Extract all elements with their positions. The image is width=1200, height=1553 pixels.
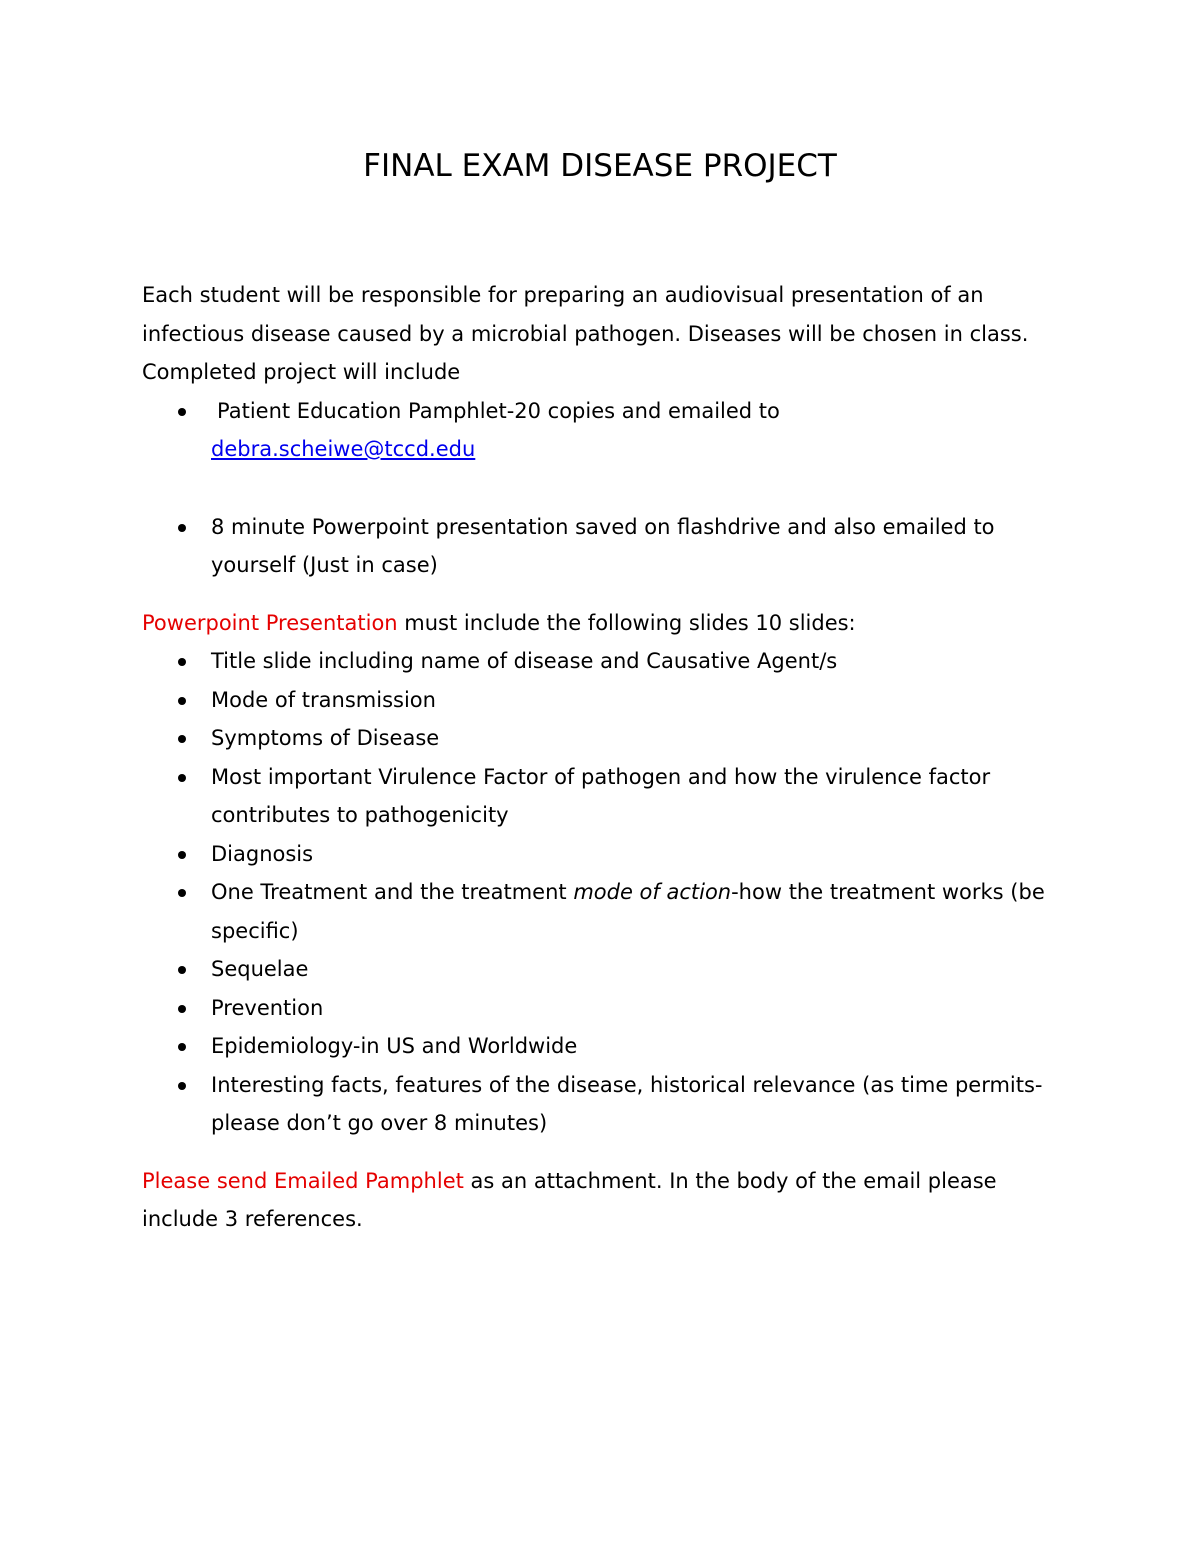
document-title: FINAL EXAM DISEASE PROJECT (363, 148, 837, 184)
list-item (142, 642, 1072, 681)
powerpoint-requirements-paragraph (142, 604, 1072, 643)
closing-highlight: Please send Emailed Pamphlet (142, 1168, 464, 1193)
document-body (142, 276, 1072, 1239)
bullet-icon (178, 966, 186, 974)
bullet-icon (178, 658, 186, 666)
list-item (142, 1027, 1072, 1066)
list-item (142, 989, 1072, 1028)
list-item (142, 873, 1072, 950)
bullet-icon (178, 408, 186, 416)
powerpoint-requirements-text: must include the following slides 10 slides: (397, 610, 856, 635)
slide-item-text: Sequelae (211, 957, 309, 981)
bullet-icon (178, 1005, 186, 1013)
slide-item-text: Mode of transmission (211, 687, 436, 712)
powerpoint-heading: Powerpoint Presentation (142, 610, 398, 635)
closing-text: as an attachment. In the body of the email please include 3 references. (142, 1168, 997, 1231)
slide-item-italic-text: mode of action (573, 880, 732, 904)
intro-paragraph: Each student will be responsible for preparing an audiovisual presentation of an infectious disease caused by a microbial pathogen. Diseases will be chosen in class. Completed project will include (142, 283, 1029, 384)
slide-item-text: -how the treatment works (be specific) (211, 880, 1045, 943)
bullet-icon (178, 851, 186, 859)
pamphlet-text: Patient Education Pamphlet-20 copies and emailed to (217, 398, 780, 423)
list-item-powerpoint (142, 508, 1072, 585)
bullet-icon (178, 735, 186, 743)
powerpoint-text: 8 minute Powerpoint presentation saved on flashdrive and also emailed to yourself (Just in case) (211, 514, 995, 577)
slides-list (142, 642, 1072, 1143)
closing-paragraph (142, 1162, 1072, 1239)
bullet-icon (178, 697, 186, 705)
bullet-icon (178, 889, 186, 897)
bullet-icon (178, 524, 186, 532)
list-item-pamphlet (142, 392, 1072, 469)
email-link[interactable]: debra.scheiwe@tccd.edu (211, 437, 476, 461)
list-item (142, 1066, 1072, 1143)
slide-item-text: One Treatment and the treatment (211, 880, 574, 904)
slide-item-text: Diagnosis (211, 841, 314, 866)
slide-item-text: Epidemiology-in US and Worldwide (211, 1034, 578, 1058)
slide-item-text: Prevention (211, 995, 324, 1020)
slide-item-text: Most important Virulence Factor of pathogen and how the virulence factor contributes to pathogenicity (211, 764, 991, 827)
list-item (142, 758, 1072, 835)
slide-item-text: Symptoms of Disease (211, 726, 440, 750)
slide-item-text: Title slide including name of disease and Causative Agent/s (211, 649, 838, 673)
list-item (142, 719, 1072, 758)
bullet-icon (178, 1043, 186, 1051)
deliverables-list (142, 392, 1072, 585)
list-item (142, 835, 1072, 874)
list-item (142, 950, 1072, 989)
bullet-icon (178, 1082, 186, 1090)
slide-item-text: Interesting facts, features of the disease, historical relevance (as time permits-please don’t go over 8 minutes) (211, 1072, 1043, 1135)
list-item (142, 681, 1072, 720)
bullet-icon (178, 774, 186, 782)
